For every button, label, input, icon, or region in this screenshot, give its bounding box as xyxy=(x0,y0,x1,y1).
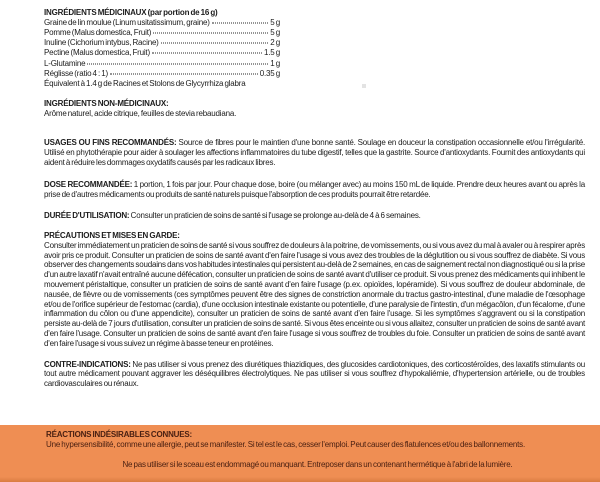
precautions-text: Consulter immédiatement un praticien de soins de santé si vous souffrez de douleurs à la poitrine, de vomissements, ou si vous avez du mal à avaler ou à respirer après avoir pris ce produit. Consulter un praticien de soins de santé avant d'en faire l'usage si vous avez des troubles de la déglutition ou si vous souffrez de diabète. Si vous observer des changements soudains dans vos habitudes intestinales qui persistent au-delà de 2 semaines, en cas de saignement rectal non diagnostiqué ou si la prise d'un autre laxatif n'avait entraîné aucune défécation, consulter un praticien de soins de santé avant d'utiliser ce produit. Si vous prenez des médicaments qui inhibent le mouvement péristaltique, consulter un praticien de soins de santé avant d'en faire l'usage (p.ex. opioïdes, lopéramide). Si vous souffrez de douleur abdominale, de nausée, de fièvre ou de vomissements (ces symptômes peuvent être des signes de constriction anormale du tractus gastro-intestinal, d'une maladie de l'œsophage et/ou de l'orifice supérieur de l'estomac (cardia), d'une occlusion intestinale existante ou potentielle, d'une paralysie de l'intestin, d'un mégacôlon, d'un fécalome, d'une inflammation du côlon ou d'une appendicite), consulter un praticien de soins de santé avant d'en faire l'usage. Si les symptômes s'aggravent ou si la constipation persiste au-delà de 7 jours d'utilisation, consulter un praticien de soins de santé. Si vous êtes enceinte ou si vous allaitez, consulter un praticien de soins de santé avant d'en faire l'usage. Consulter un praticien de soins de santé avant d'en faire l'usage si vous souffrez de troubles du foie. Consulter un praticien de soins de santé avant d'en faire l'usage si vous suivez un régime à basse teneur en protéines. xyxy=(44,240,585,348)
non-medicinal-heading: INGRÉDIENTS NON-MÉDICINAUX: xyxy=(44,98,169,108)
ingredient-amount: 1.5 g xyxy=(264,48,280,58)
ingredient-name: Pomme (Malus domestica, Fruit) xyxy=(44,27,152,37)
dot-leader xyxy=(161,43,269,44)
ingredient-amount: 1 g xyxy=(270,58,280,68)
precautions-heading: PRÉCAUTIONS ET MISES EN GARDE: xyxy=(44,231,180,241)
ingredient-row xyxy=(44,59,280,69)
dot-leader xyxy=(87,63,268,64)
duration-text: Consulter un praticien de soins de santé si l'usage se prolonge au-delà de 4 à 6 semaines. xyxy=(130,211,421,221)
section-non-medicinal-ingredients xyxy=(44,99,585,119)
dot-leader xyxy=(110,73,258,74)
ingredient-row xyxy=(44,28,280,38)
ingredient-amount: 0.35 g xyxy=(259,68,280,78)
recommended-dose-heading: DOSE RECOMMANDÉE: xyxy=(44,179,133,189)
adverse-reactions-band xyxy=(0,425,600,482)
medicinal-ingredients-list xyxy=(44,18,280,79)
section-recommended-dose xyxy=(44,180,585,200)
section-duration-of-use xyxy=(44,211,585,221)
ingredient-row xyxy=(44,38,280,48)
contraindications-heading: CONTRE-INDICATIONS: xyxy=(44,359,131,369)
label-body xyxy=(44,8,585,399)
ingredient-row xyxy=(44,18,280,28)
recommended-uses-text: Source de fibres pour le maintien d'une bonne santé. Soulage en douceur la constipation occasionnelle et/ou l'irrégularité. Utilisé en phytothérapie pour aider à soulager les affections inflammatoires du tube digestif, telles que la gastrite. Source d'antioxydants. Fournit des antioxydants qui aident à réduire les dommages oxydatifs causés par les radicaux libres. xyxy=(44,138,585,167)
ingredient-row xyxy=(44,48,280,58)
dot-leader xyxy=(153,32,268,33)
section-recommended-uses xyxy=(44,138,585,167)
adverse-reactions-heading: RÉACTIONS INDÉSIRABLES CONNUES: xyxy=(46,430,192,439)
ingredient-name: Réglisse (ratio 4 : 1) xyxy=(44,68,108,78)
print-speck xyxy=(362,84,366,88)
adverse-reactions-content xyxy=(0,425,600,469)
ingredient-amount: 5 g xyxy=(270,17,280,27)
medicinal-ingredients-heading: INGRÉDIENTS MÉDICINAUX (par portion de 16 g) xyxy=(44,8,218,17)
dot-leader xyxy=(212,22,269,23)
ingredient-amount: 5 g xyxy=(270,27,280,37)
section-contraindications xyxy=(44,360,585,389)
ingredient-name: L-Glutamine xyxy=(44,58,86,68)
ingredient-amount: 2 g xyxy=(270,38,280,48)
non-medicinal-text: Arôme naturel, acide citrique, feuilles de stevia rebaudiana. xyxy=(44,108,237,118)
dot-leader xyxy=(152,53,262,54)
section-medicinal-ingredients xyxy=(44,8,585,89)
ingredient-name: Pectine (Malus domestica, Fruit) xyxy=(44,48,150,58)
equivalent-note: Équivalent à 1.4 g de Racines et Stolons de Glycyrrhiza glabra xyxy=(44,78,246,88)
recommended-dose-text: 1 portion, 1 fois par jour. Pour chaque dose, boire (ou mélanger avec) au moins 150 mL de liquide. Prendre deux heures avant ou après la prise de d'autres médicaments ou produits de santé naturels puisque l'absorption de ces produits pourrait être retardée. xyxy=(44,179,585,199)
contraindications-text: Ne pas utiliser si vous prenez des diurétiques thiazidiques, des glucosides cardiotoniques, des corticostéroïdes, des laxatifs stimulants ou tout autre médicament pouvant aggraver les déséquilibres électrolytiques. Ne pas utiliser si vous souffrez d'hypokaliémie, d'hypertension artérielle, ou de troubles cardiovasculaires ou rénaux. xyxy=(44,359,585,389)
recommended-uses-heading: USAGES OU FINS RECOMMANDÉS: xyxy=(44,138,177,148)
ingredient-row xyxy=(44,69,280,79)
adverse-reactions-text: Une hypersensibilité, comme une allergie, peut se manifester. Si tel est le cas, cesser l'emploi. Peut causer des flatulences et/ou des ballonnements. xyxy=(46,439,526,449)
ingredient-name: Graine de lin moulue (Linum usitatissimum, graine) xyxy=(44,17,210,27)
storage-instructions: Ne pas utiliser si le sceau est endommagé ou manquant. Entreposer dans un contenant hermétique à l'abri de la lumière. xyxy=(122,459,513,469)
duration-heading: DURÉE D'UTILISATION: xyxy=(44,211,130,221)
ingredient-name: Inuline (Cichorium intybus, Racine) xyxy=(44,38,159,48)
section-precautions xyxy=(44,231,585,349)
